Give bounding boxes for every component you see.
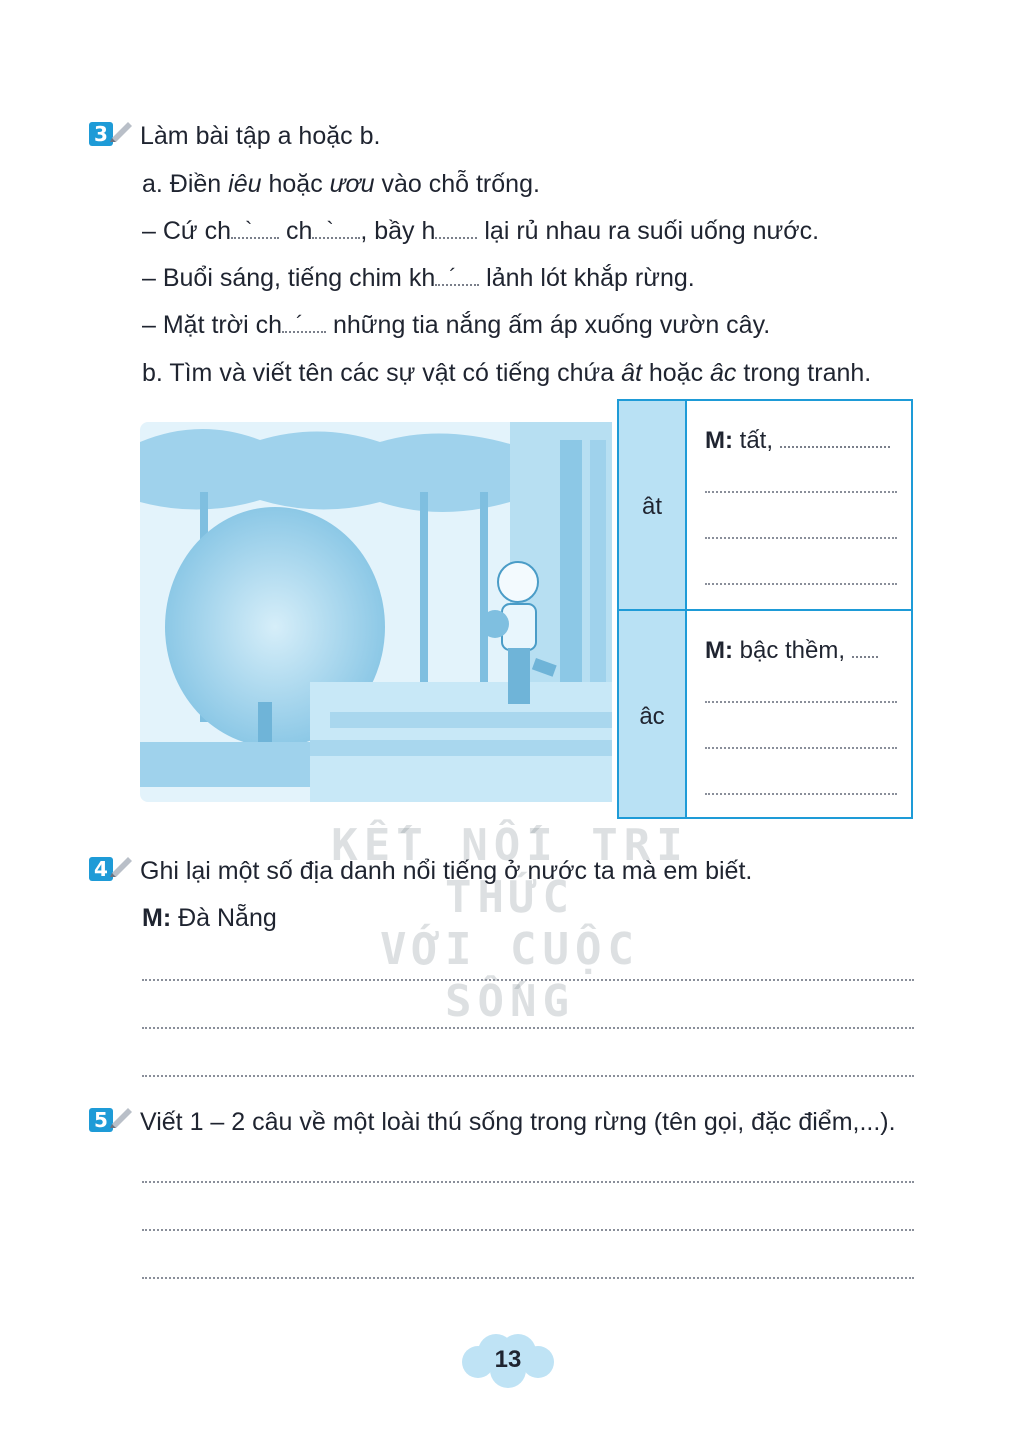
blank-5[interactable]: ´ [282,330,326,333]
blank-4[interactable]: ´ [435,283,479,286]
writing-line[interactable] [142,1277,914,1279]
writing-line[interactable] [142,1181,914,1183]
writing-line[interactable] [142,1229,914,1231]
blank-1[interactable]: ` [231,236,279,239]
row-1-line-2[interactable] [705,491,897,493]
answer-table [617,399,913,819]
writing-line[interactable] [142,1027,914,1029]
row-2-line-4[interactable] [705,793,897,795]
row-2-blank[interactable] [852,655,878,658]
exercise-4-example: M: Đà Nẵng [142,904,277,932]
row-1-example: M: tất, [705,427,890,455]
row-2-example: M: bậc thềm, [705,637,878,665]
row-1-blank[interactable] [780,445,890,448]
table-divider [619,609,911,611]
row-1-line-3[interactable] [705,537,897,539]
exercise-3a-sentence-1: – Cứ ch ` ch ` , bầy h lại rủ nhau ra suối uống nước. [142,217,820,245]
garden-illustration [140,422,612,802]
exercise-3-title: Làm bài tập a hoặc b. [140,122,381,150]
exercise-3a-sentence-3: – Mặt trời ch ´ những tia nắng ấm áp xuống vườn cây. [142,311,771,339]
pencil-icon [108,118,134,142]
exercise-5-title: Viết 1 – 2 câu về một loài thú sống trong rừng (tên gọi, đặc điểm,...). [140,1108,896,1136]
blank-3[interactable] [435,236,477,239]
row-1-line-4[interactable] [705,583,897,585]
exercise-number-4: 4 [89,857,113,881]
exercise-3a-sentence-2: – Buổi sáng, tiếng chim kh ´ lảnh lót khắp rừng. [142,264,695,292]
writing-line[interactable] [142,1075,914,1077]
row-2-line-3[interactable] [705,747,897,749]
exercise-3a-instruction: a. Điền iêu hoặc ươu vào chỗ trống. [142,170,540,198]
exercise-number-3: 3 [89,122,113,146]
exercise-number-5: 5 [89,1108,113,1132]
row-2-line-2[interactable] [705,701,897,703]
page-number: 13 [494,1346,522,1373]
watermark: KẾT NỐI TRI THỨC VỚI CUỘC SỐNG [331,820,689,1027]
row-label-at: ât [641,493,662,520]
exercise-4-title: Ghi lại một số địa danh nổi tiếng ở nước ta mà em biết. [140,857,753,885]
row-label-ac: âc [639,703,665,730]
pencil-icon [108,1104,134,1128]
writing-line[interactable] [142,979,914,981]
blank-2[interactable]: ` [312,236,360,239]
pencil-icon [108,853,134,877]
exercise-3b-instruction: b. Tìm và viết tên các sự vật có tiếng chứa ât hoặc âc trong tranh. [142,359,872,387]
